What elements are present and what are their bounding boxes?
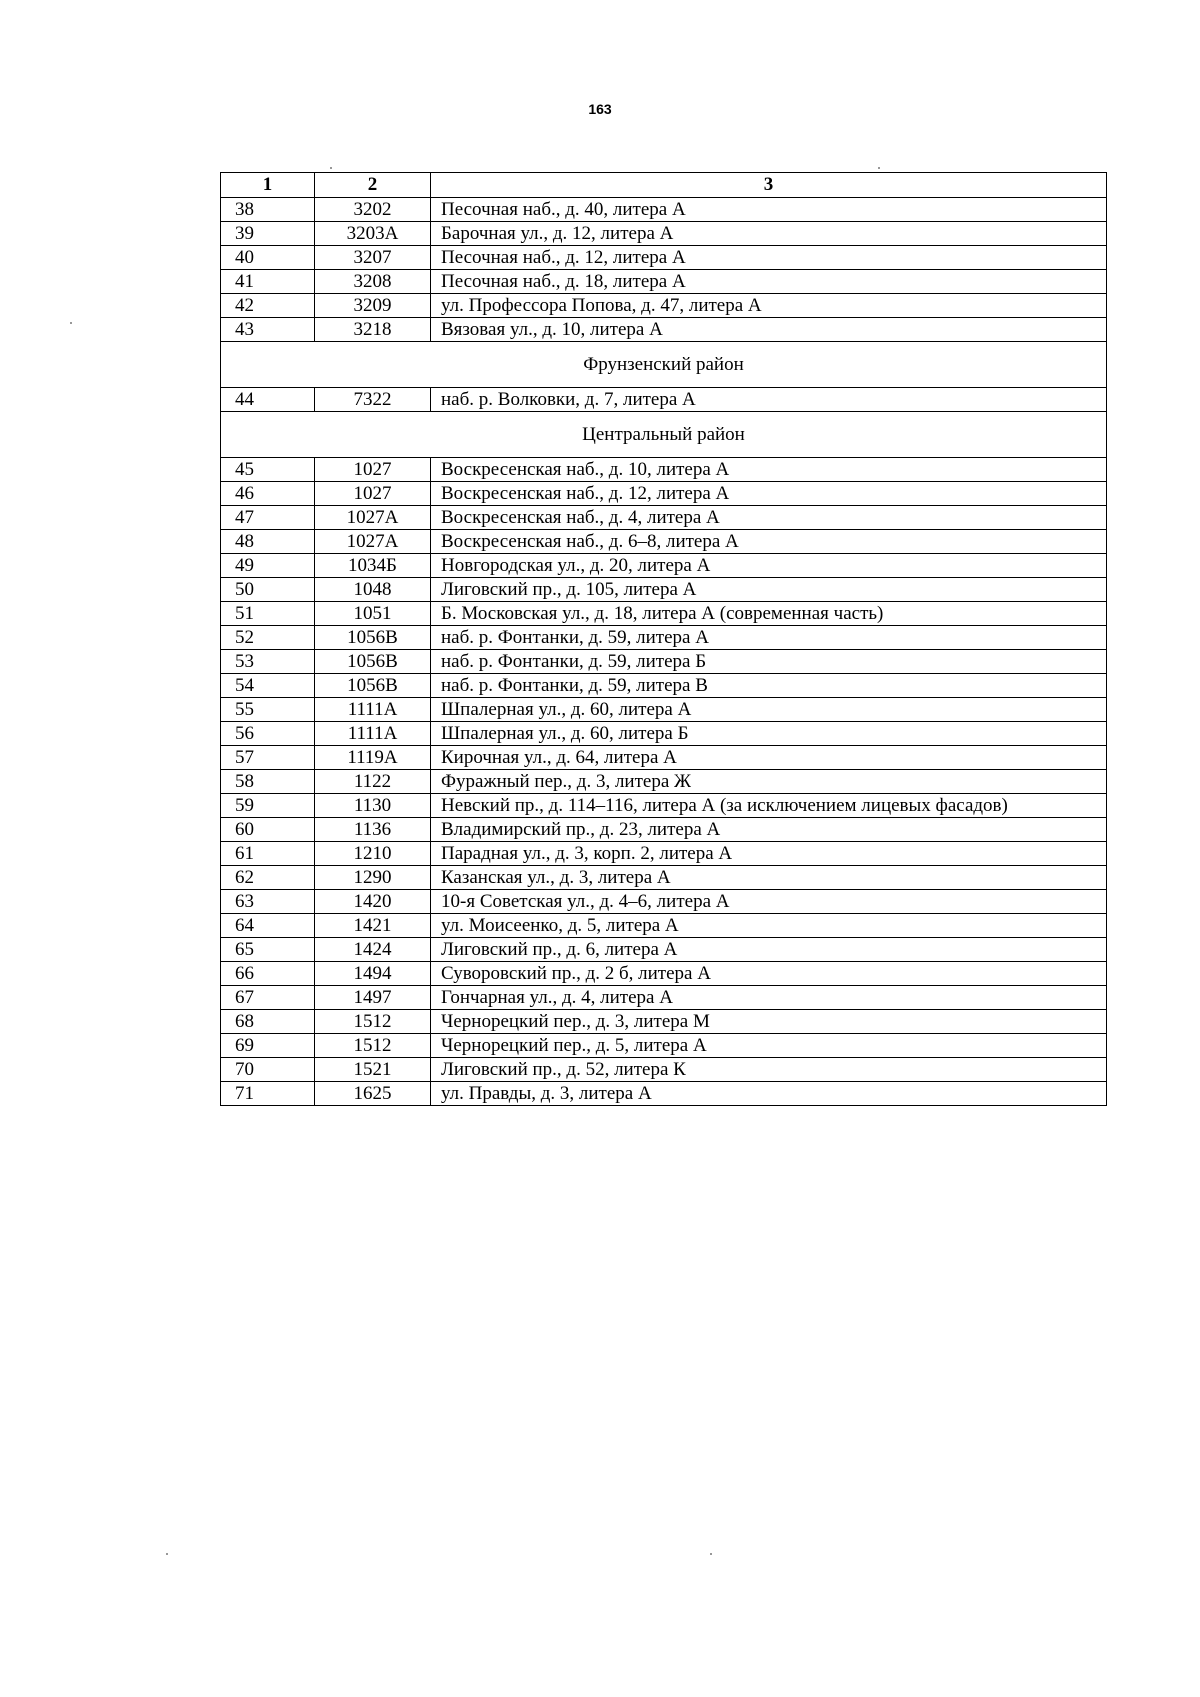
table-row	[221, 388, 1107, 412]
object-address: наб. р. Волковки, д. 7, литера А	[431, 388, 1107, 412]
row-number: 56	[221, 722, 315, 746]
row-number: 61	[221, 842, 315, 866]
row-number: 49	[221, 554, 315, 578]
object-code: 7322	[315, 388, 431, 412]
object-address: наб. р. Фонтанки, д. 59, литера А	[431, 626, 1107, 650]
table-row	[221, 914, 1107, 938]
object-code: 1130	[315, 794, 431, 818]
object-code: 1111А	[315, 698, 431, 722]
scan-speck	[166, 1553, 168, 1555]
row-number: 40	[221, 246, 315, 270]
object-address: Барочная ул., д. 12, литера А	[431, 222, 1107, 246]
object-address: Воскресенская наб., д. 12, литера А	[431, 482, 1107, 506]
object-code: 3208	[315, 270, 431, 294]
object-address: Песочная наб., д. 18, литера А	[431, 270, 1107, 294]
scan-speck	[710, 1553, 712, 1555]
table-row	[221, 1034, 1107, 1058]
row-number: 54	[221, 674, 315, 698]
object-address: Чернорецкий пер., д. 3, литера М	[431, 1010, 1107, 1034]
table-row	[221, 626, 1107, 650]
object-code: 1424	[315, 938, 431, 962]
table-row	[221, 458, 1107, 482]
object-code: 3202	[315, 198, 431, 222]
table-row	[221, 530, 1107, 554]
object-address: Кирочная ул., д. 64, литера А	[431, 746, 1107, 770]
object-address: Вязовая ул., д. 10, литера А	[431, 318, 1107, 342]
object-code: 1027А	[315, 530, 431, 554]
row-number: 57	[221, 746, 315, 770]
row-number: 63	[221, 890, 315, 914]
object-address: ул. Правды, д. 3, литера А	[431, 1082, 1107, 1106]
object-address: наб. р. Фонтанки, д. 59, литера Б	[431, 650, 1107, 674]
table-row	[221, 602, 1107, 626]
row-number: 70	[221, 1058, 315, 1082]
object-code: 1056В	[315, 674, 431, 698]
object-code: 1111А	[315, 722, 431, 746]
row-number: 52	[221, 626, 315, 650]
table-row	[221, 650, 1107, 674]
district-heading-row	[221, 342, 1107, 388]
object-code: 3207	[315, 246, 431, 270]
table-row	[221, 866, 1107, 890]
table-row	[221, 318, 1107, 342]
object-code: 1027	[315, 482, 431, 506]
table-row	[221, 294, 1107, 318]
row-number: 38	[221, 198, 315, 222]
row-number: 46	[221, 482, 315, 506]
page-number: 163	[588, 101, 612, 117]
object-address: Суворовский пр., д. 2 б, литера А	[431, 962, 1107, 986]
row-number: 68	[221, 1010, 315, 1034]
object-code: 1034Б	[315, 554, 431, 578]
row-number: 45	[221, 458, 315, 482]
table-row	[221, 986, 1107, 1010]
object-address: Владимирский пр., д. 23, литера А	[431, 818, 1107, 842]
row-number: 55	[221, 698, 315, 722]
row-number: 67	[221, 986, 315, 1010]
row-number: 62	[221, 866, 315, 890]
row-number: 53	[221, 650, 315, 674]
object-code: 1048	[315, 578, 431, 602]
object-address: ул. Профессора Попова, д. 47, литера А	[431, 294, 1107, 318]
row-number: 66	[221, 962, 315, 986]
table-body	[221, 198, 1107, 1106]
header-col-1: 1	[221, 173, 315, 198]
object-code: 1051	[315, 602, 431, 626]
row-number: 59	[221, 794, 315, 818]
object-code: 3218	[315, 318, 431, 342]
table-row	[221, 746, 1107, 770]
object-address: Гончарная ул., д. 4, литера А	[431, 986, 1107, 1010]
table-row	[221, 698, 1107, 722]
table-row	[221, 938, 1107, 962]
object-code: 1136	[315, 818, 431, 842]
object-address: Лиговский пр., д. 105, литера А	[431, 578, 1107, 602]
object-address: Воскресенская наб., д. 10, литера А	[431, 458, 1107, 482]
row-number: 64	[221, 914, 315, 938]
header-col-3: 3	[431, 173, 1107, 198]
object-code: 1512	[315, 1034, 431, 1058]
object-code: 1521	[315, 1058, 431, 1082]
object-code: 1027А	[315, 506, 431, 530]
object-address: Парадная ул., д. 3, корп. 2, литера А	[431, 842, 1107, 866]
object-code: 1420	[315, 890, 431, 914]
row-number: 58	[221, 770, 315, 794]
table-row	[221, 270, 1107, 294]
object-code: 1122	[315, 770, 431, 794]
district-heading-row	[221, 412, 1107, 458]
object-address: Песочная наб., д. 40, литера А	[431, 198, 1107, 222]
district-name: Фрунзенский район	[221, 342, 1107, 388]
table-row	[221, 198, 1107, 222]
object-address: 10-я Советская ул., д. 4–6, литера А	[431, 890, 1107, 914]
row-number: 44	[221, 388, 315, 412]
row-number: 39	[221, 222, 315, 246]
table-row	[221, 578, 1107, 602]
header-col-2: 2	[315, 173, 431, 198]
object-code: 1027	[315, 458, 431, 482]
row-number: 47	[221, 506, 315, 530]
scan-speck	[878, 167, 880, 169]
row-number: 48	[221, 530, 315, 554]
object-code: 1290	[315, 866, 431, 890]
object-code: 1056В	[315, 650, 431, 674]
object-address: Невский пр., д. 114–116, литера А (за исключением лицевых фасадов)	[431, 794, 1107, 818]
object-code: 3203А	[315, 222, 431, 246]
table-row	[221, 794, 1107, 818]
object-address: ул. Моисеенко, д. 5, литера А	[431, 914, 1107, 938]
table-row	[221, 222, 1107, 246]
row-number: 50	[221, 578, 315, 602]
object-address: Шпалерная ул., д. 60, литера Б	[431, 722, 1107, 746]
table-row	[221, 554, 1107, 578]
table-row	[221, 770, 1107, 794]
table-row	[221, 246, 1107, 270]
object-address: Лиговский пр., д. 6, литера А	[431, 938, 1107, 962]
row-number: 42	[221, 294, 315, 318]
row-number: 41	[221, 270, 315, 294]
object-address: Новгородская ул., д. 20, литера А	[431, 554, 1107, 578]
table-row	[221, 890, 1107, 914]
row-number: 60	[221, 818, 315, 842]
table-row	[221, 818, 1107, 842]
table-header-row	[221, 173, 1107, 198]
register-table	[220, 172, 1107, 1106]
object-code: 1512	[315, 1010, 431, 1034]
row-number: 43	[221, 318, 315, 342]
row-number: 51	[221, 602, 315, 626]
row-number: 71	[221, 1082, 315, 1106]
row-number: 69	[221, 1034, 315, 1058]
object-code: 1056В	[315, 626, 431, 650]
object-code: 1625	[315, 1082, 431, 1106]
table-row	[221, 482, 1107, 506]
district-name: Центральный район	[221, 412, 1107, 458]
table-row	[221, 1058, 1107, 1082]
object-code: 1210	[315, 842, 431, 866]
scan-speck	[70, 322, 72, 324]
object-address: Чернорецкий пер., д. 5, литера А	[431, 1034, 1107, 1058]
object-address: Шпалерная ул., д. 60, литера А	[431, 698, 1107, 722]
object-address: Б. Московская ул., д. 18, литера А (современная часть)	[431, 602, 1107, 626]
table-row	[221, 722, 1107, 746]
object-address: Фуражный пер., д. 3, литера Ж	[431, 770, 1107, 794]
object-code: 1494	[315, 962, 431, 986]
table-row	[221, 674, 1107, 698]
table-row	[221, 842, 1107, 866]
scan-speck	[330, 167, 332, 169]
table-row	[221, 1010, 1107, 1034]
row-number: 65	[221, 938, 315, 962]
object-code: 1119А	[315, 746, 431, 770]
object-address: Лиговский пр., д. 52, литера К	[431, 1058, 1107, 1082]
table-row	[221, 962, 1107, 986]
table-row	[221, 506, 1107, 530]
object-address: Воскресенская наб., д. 6–8, литера А	[431, 530, 1107, 554]
object-address: Песочная наб., д. 12, литера А	[431, 246, 1107, 270]
object-address: Воскресенская наб., д. 4, литера А	[431, 506, 1107, 530]
object-address: Казанская ул., д. 3, литера А	[431, 866, 1107, 890]
object-code: 1421	[315, 914, 431, 938]
table-row	[221, 1082, 1107, 1106]
object-code: 1497	[315, 986, 431, 1010]
object-code: 3209	[315, 294, 431, 318]
object-address: наб. р. Фонтанки, д. 59, литера В	[431, 674, 1107, 698]
